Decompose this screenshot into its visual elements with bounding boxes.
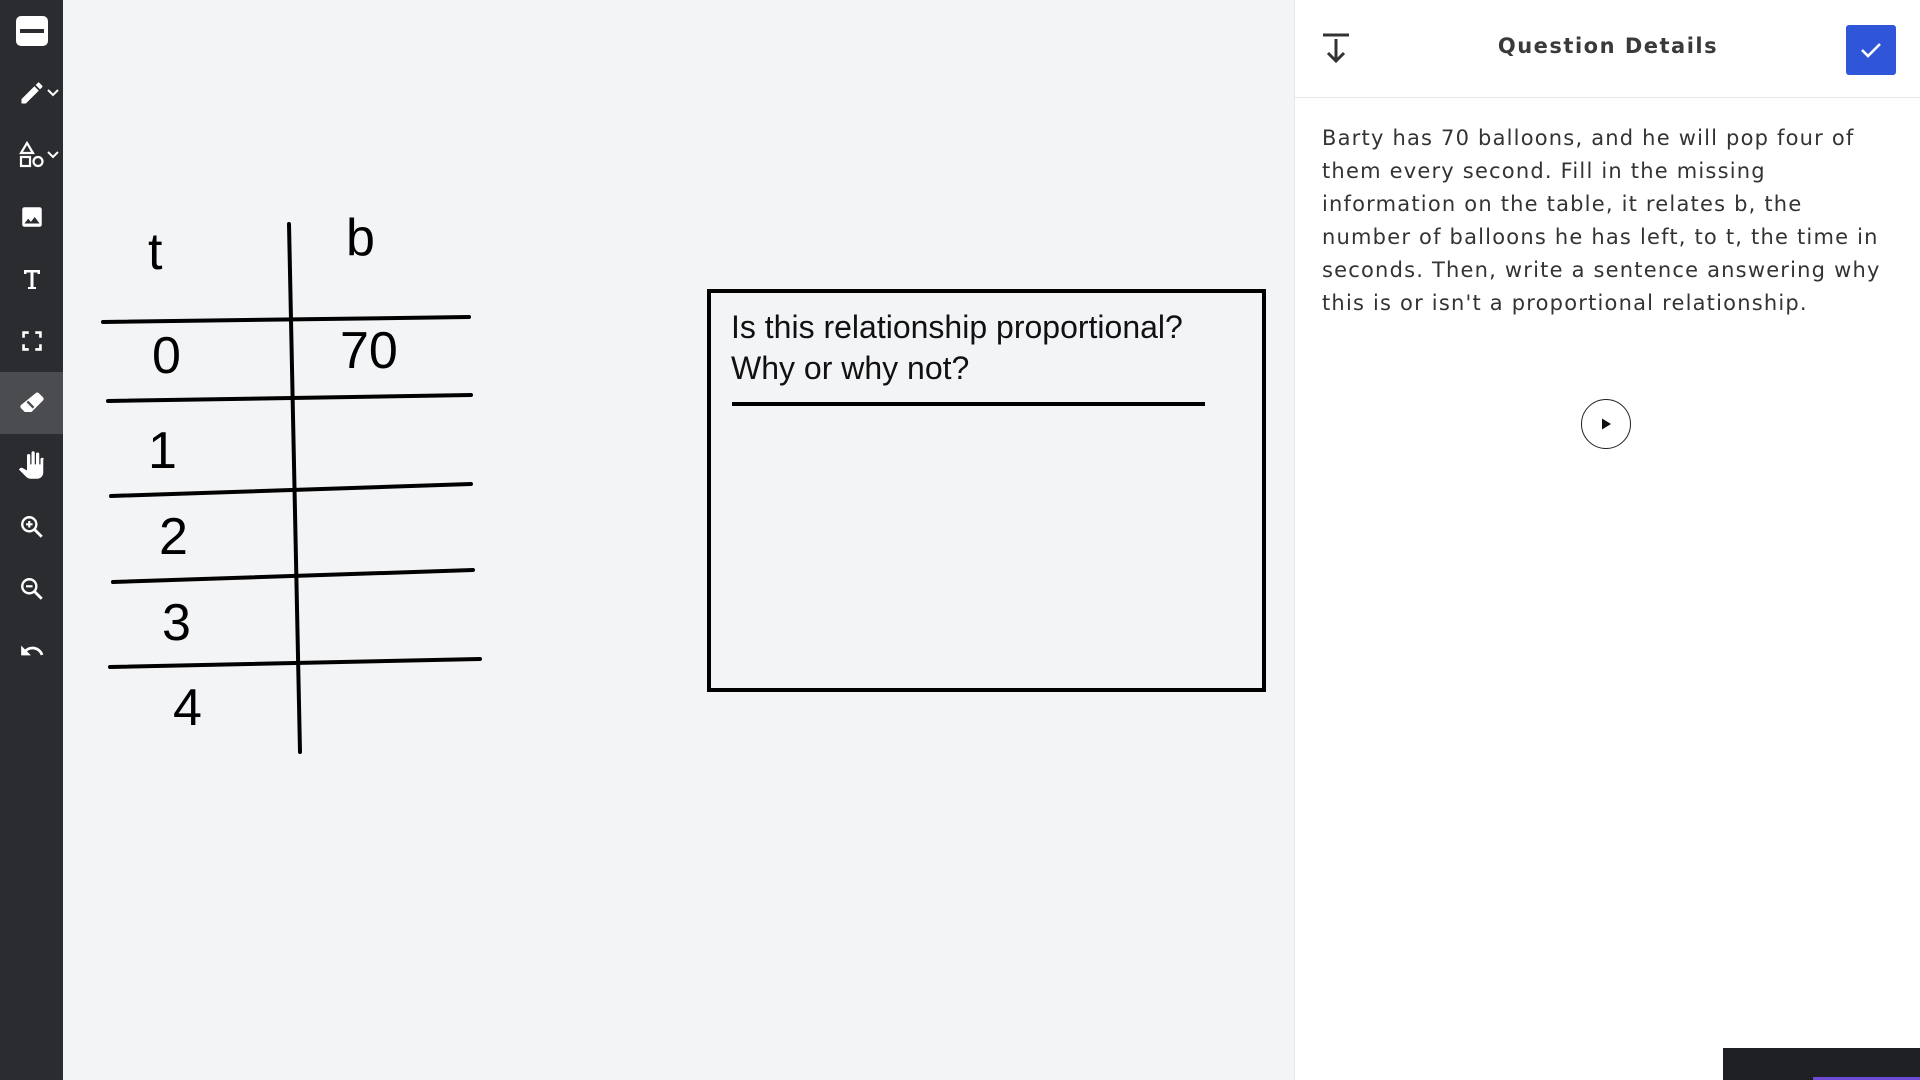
question-details-panel xyxy=(1294,0,1920,1080)
chevron-down-icon xyxy=(47,150,59,160)
prompt-text xyxy=(731,307,1241,389)
play-icon xyxy=(1599,417,1613,431)
image-icon xyxy=(19,204,45,230)
minus-square-icon xyxy=(15,15,49,47)
hand-icon xyxy=(17,450,47,480)
text-icon xyxy=(20,267,44,291)
zoom-in-tool-button[interactable] xyxy=(0,496,63,558)
toolbar xyxy=(0,0,63,1080)
table-t-value: 1 xyxy=(148,422,177,480)
question-text: Barty has 70 balloons, and he will pop four of them every second. Fill in the missing information on the table, it relates b, the number of balloons he has left, to t, the time in seconds. Then, write a sentence answering why this is or isn't a proportional relationship. xyxy=(1322,126,1881,315)
bottom-corner-bar xyxy=(1723,1048,1920,1080)
panel-title: Question Details xyxy=(1497,34,1719,58)
eraser-tool-button[interactable] xyxy=(0,372,63,434)
pan-tool-button[interactable] xyxy=(0,434,63,496)
eraser-icon xyxy=(18,389,46,417)
pencil-icon xyxy=(18,79,46,107)
zoom-in-icon xyxy=(19,514,45,540)
table-header-b: b xyxy=(346,209,375,267)
pen-tool-button[interactable] xyxy=(0,62,63,124)
zoom-out-tool-button[interactable] xyxy=(0,558,63,620)
chevron-down-icon xyxy=(47,88,59,98)
zoom-out-icon xyxy=(19,576,45,602)
undo-tool-button[interactable] xyxy=(0,620,63,682)
prompt-box xyxy=(707,289,1266,692)
undo-icon xyxy=(19,638,45,664)
select-tool-button[interactable] xyxy=(0,310,63,372)
table-t-value: 0 xyxy=(152,327,181,385)
table-t-value: 2 xyxy=(159,508,188,566)
table-t-value: 3 xyxy=(162,594,191,652)
select-frame-icon xyxy=(19,328,45,354)
panel-header xyxy=(1295,0,1920,98)
confirm-button[interactable] xyxy=(1846,25,1896,75)
prompt-line-1: Is this relationship proportional? xyxy=(731,309,1183,345)
answer-underline xyxy=(732,402,1205,406)
image-tool-button[interactable] xyxy=(0,186,63,248)
checkmark-icon xyxy=(1860,41,1882,59)
prompt-line-2: Why or why not? xyxy=(731,350,970,386)
shapes-icon xyxy=(18,141,46,169)
text-tool-button[interactable] xyxy=(0,248,63,310)
shapes-tool-button[interactable] xyxy=(0,124,63,186)
table-t-value: 4 xyxy=(173,679,202,737)
collapse-toolbar-button[interactable] xyxy=(0,0,63,62)
table-header-t: t xyxy=(148,223,163,281)
table-b-value: 70 xyxy=(340,322,398,380)
play-audio-button[interactable] xyxy=(1581,399,1631,449)
whiteboard-canvas[interactable] xyxy=(63,0,1294,1080)
